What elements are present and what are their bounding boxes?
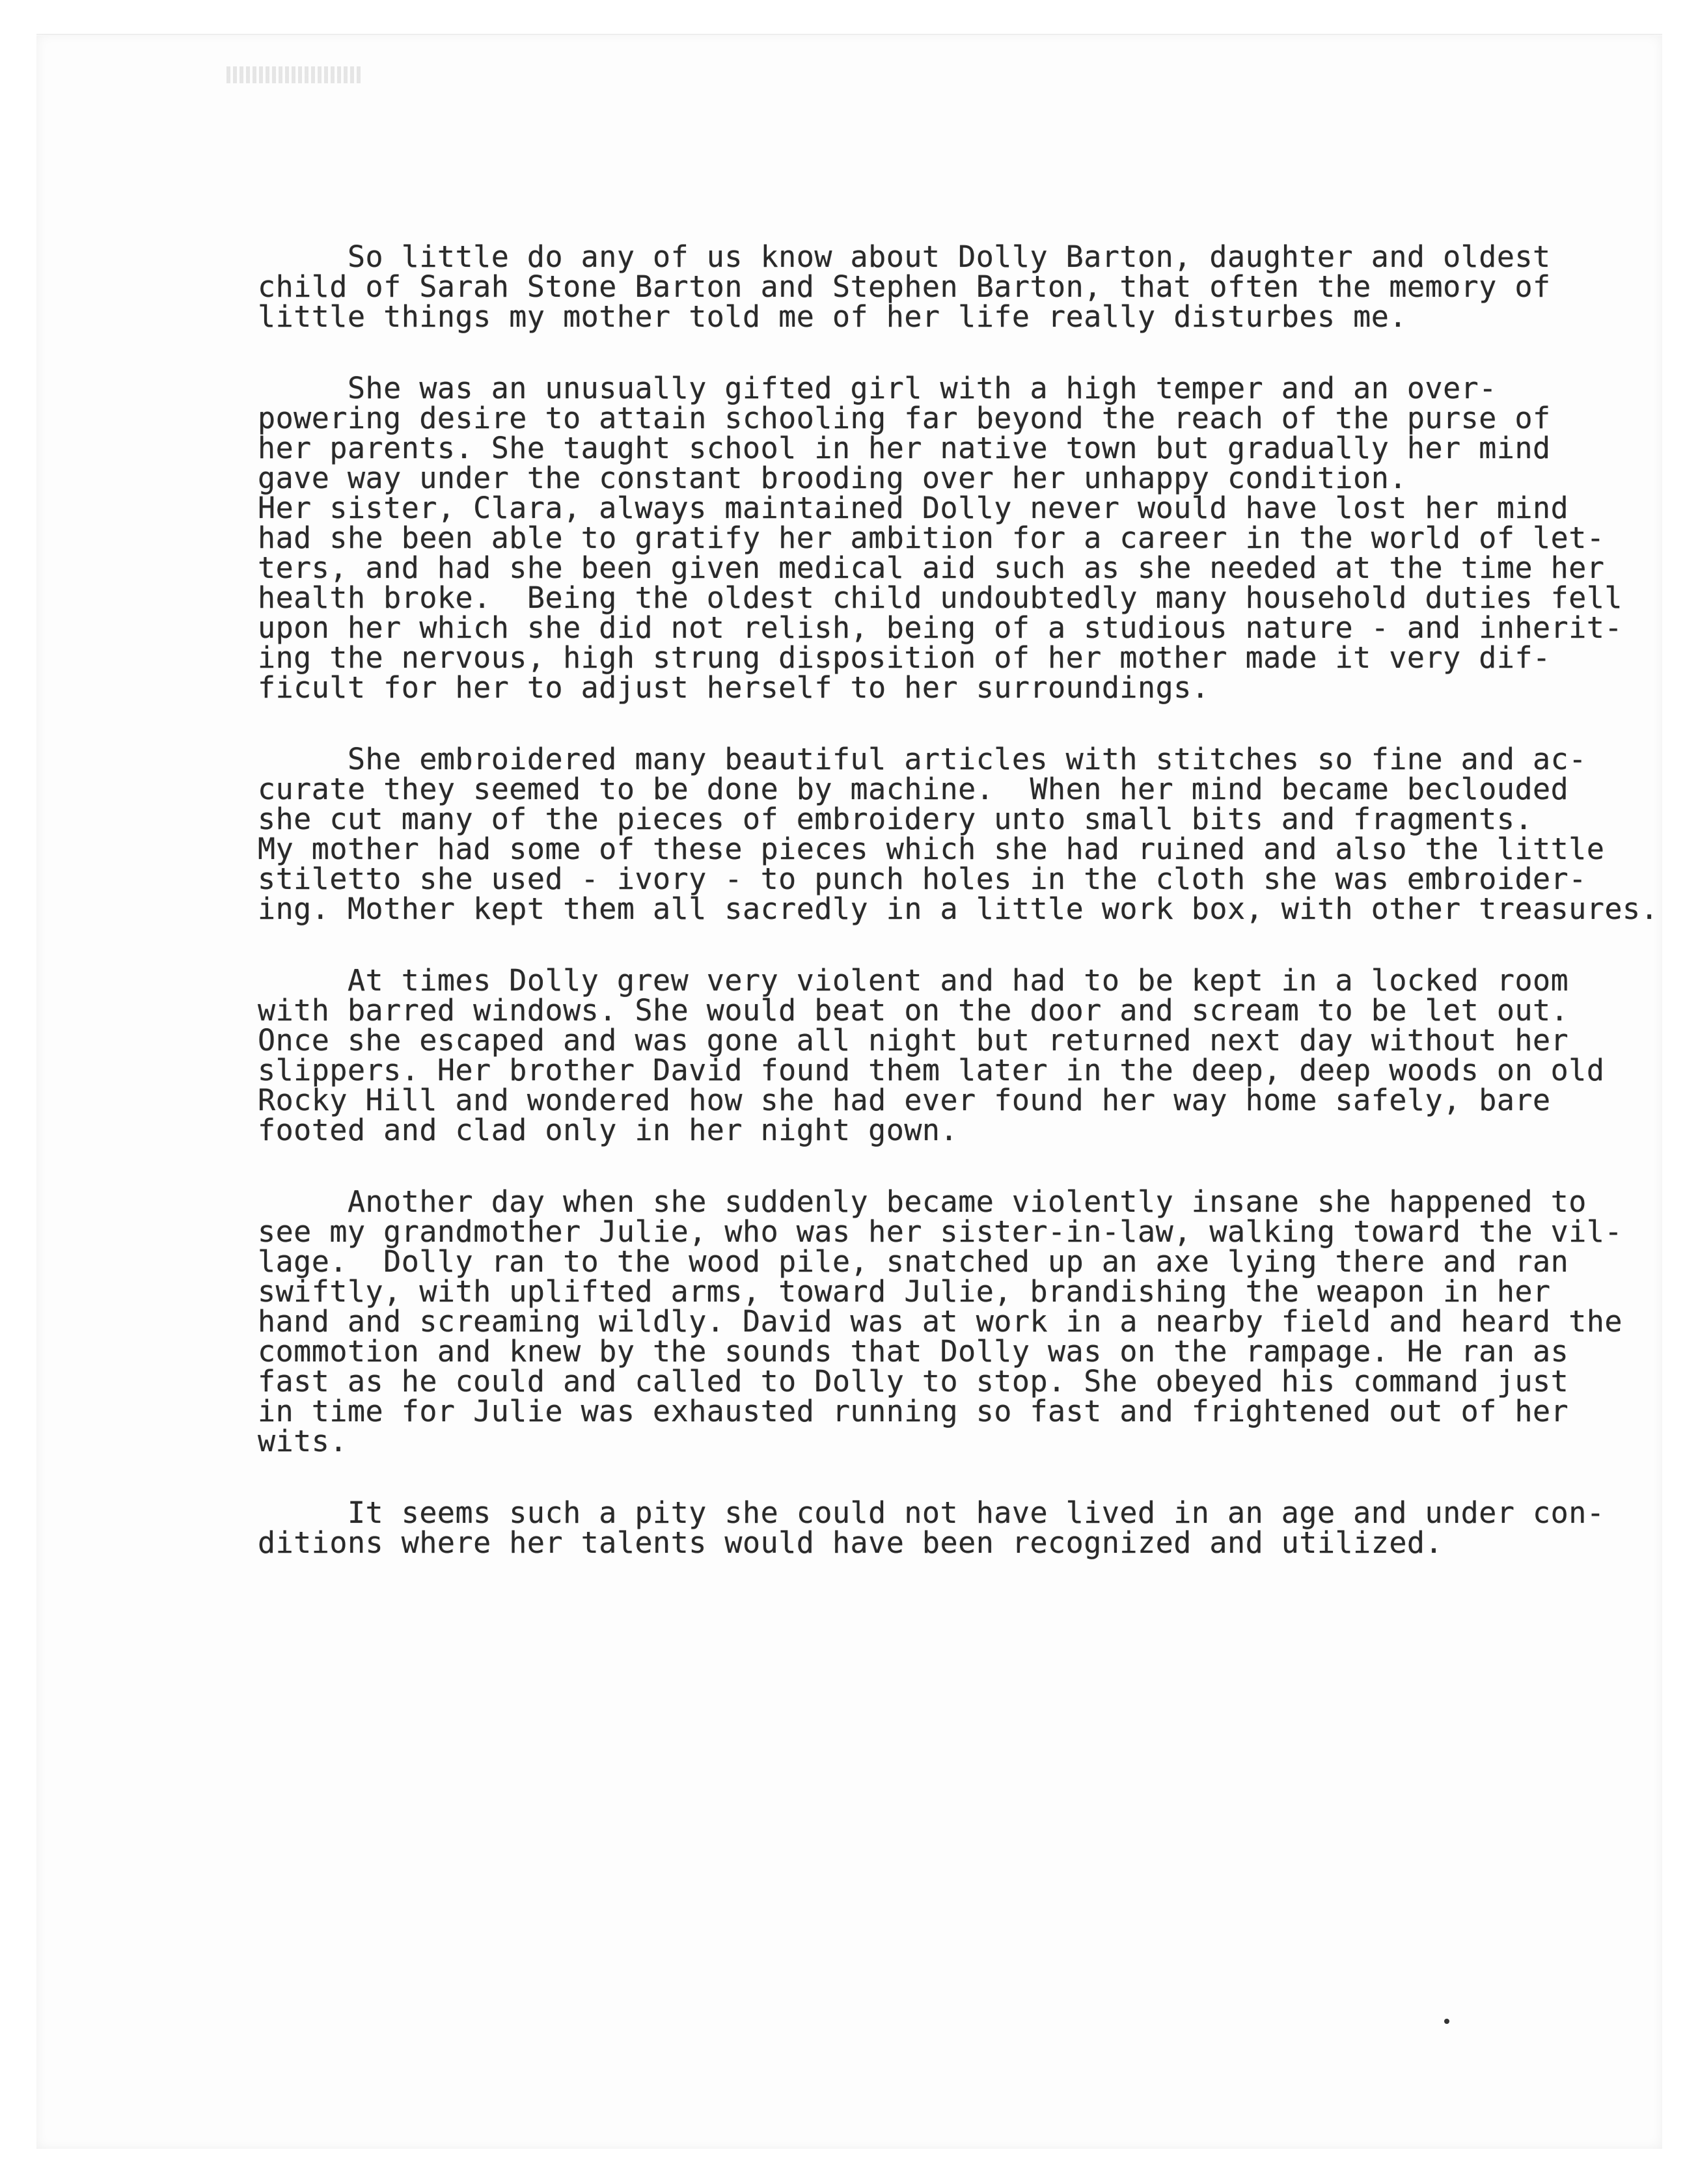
paragraph-5: [258, 1184, 1664, 1458]
text-line: wits.: [258, 1424, 348, 1458]
text-line: stiletto she used - ivory - to punch holes in the cloth she was embroider-: [258, 862, 1587, 896]
text-line: ditions where her talents would have been recognized and utilized.: [258, 1525, 1444, 1560]
text-line: ing. Mother kept them all sacredly in a little work box, with other treasures.: [258, 892, 1659, 926]
text-line: hand and screaming wildly. David was at work in a nearby field and heard the: [258, 1304, 1623, 1339]
text-line: She embroidered many beautiful articles with stitches so fine and ac-: [258, 742, 1587, 776]
paragraph-2: [258, 371, 1664, 705]
text-line: fast as he could and called to Dolly to stop. She obeyed his command just: [258, 1364, 1569, 1399]
typed-letter-body: [258, 239, 1664, 1600]
text-line: commotion and knew by the sounds that Dolly was on the rampage. He ran as: [258, 1334, 1569, 1369]
text-line: see my grandmother Julie, who was her sister-in-law, walking toward the vil-: [258, 1214, 1623, 1249]
page-edge: [36, 34, 1662, 36]
text-line: Rocky Hill and wondered how she had ever found her way home safely, bare: [258, 1083, 1551, 1117]
text-line: powering desire to attain schooling far beyond the reach of the purse of: [258, 401, 1551, 435]
text-line: ters, and had she been given medical aid such as she needed at the time her: [258, 551, 1605, 585]
text-line: had she been able to gratify her ambition for a career in the world of let-: [258, 521, 1605, 555]
document-page: [36, 34, 1662, 2149]
text-line: So little do any of us know about Dolly Barton, daughter and oldest: [258, 239, 1551, 274]
text-line: My mother had some of these pieces which she had ruined and also the little: [258, 832, 1605, 866]
text-line: She was an unusually gifted girl with a high temper and an over-: [258, 371, 1497, 405]
paragraph-6: [258, 1495, 1664, 1560]
text-line: Once she escaped and was gone all night but returned next day without her: [258, 1023, 1569, 1058]
text-line: Another day when she suddenly became violently insane she happened to: [258, 1184, 1587, 1219]
text-line: little things my mother told me of her life really disturbes me.: [258, 299, 1407, 334]
paragraph-1: [258, 239, 1664, 334]
text-line: health broke. Being the oldest child undoubtedly many household duties fell: [258, 580, 1623, 615]
text-line: footed and clad only in her night gown.: [258, 1113, 959, 1147]
text-line: gave way under the constant brooding over her unhappy condition.: [258, 461, 1407, 495]
text-line: upon her which she did not relish, being of a studious nature - and inherit-: [258, 610, 1623, 645]
ink-dot-mark: [1444, 2019, 1449, 2024]
text-line: At times Dolly grew very violent and had to be kept in a locked room: [258, 963, 1569, 998]
text-line: child of Sarah Stone Barton and Stephen Barton, that often the memory of: [258, 269, 1551, 304]
text-line: with barred windows. She would beat on the door and scream to be let out.: [258, 993, 1569, 1028]
text-line: ing the nervous, high strung disposition of her mother made it very dif-: [258, 640, 1551, 675]
text-line: her parents. She taught school in her native town but gradually her mind: [258, 431, 1551, 465]
text-line: ficult for her to adjust herself to her surroundings.: [258, 670, 1210, 705]
text-line: Her sister, Clara, always maintained Dolly never would have lost her mind: [258, 491, 1569, 525]
text-line: in time for Julie was exhausted running so fast and frightened out of her: [258, 1394, 1569, 1428]
paragraph-3: [258, 744, 1664, 924]
text-line: lage. Dolly ran to the wood pile, snatched up an axe lying there and ran: [258, 1244, 1569, 1279]
text-line: curate they seemed to be done by machine. When her mind became beclouded: [258, 772, 1569, 806]
text-line: she cut many of the pieces of embroidery unto small bits and fragments.: [258, 802, 1533, 836]
text-line: swiftly, with uplifted arms, toward Julie, brandishing the weapon in her: [258, 1274, 1551, 1309]
text-line: slippers. Her brother David found them later in the deep, deep woods on old: [258, 1053, 1605, 1087]
faded-stamp-mark: [226, 66, 363, 83]
paragraph-4: [258, 963, 1664, 1147]
text-line: It seems such a pity she could not have lived in an age and under con-: [258, 1495, 1605, 1530]
